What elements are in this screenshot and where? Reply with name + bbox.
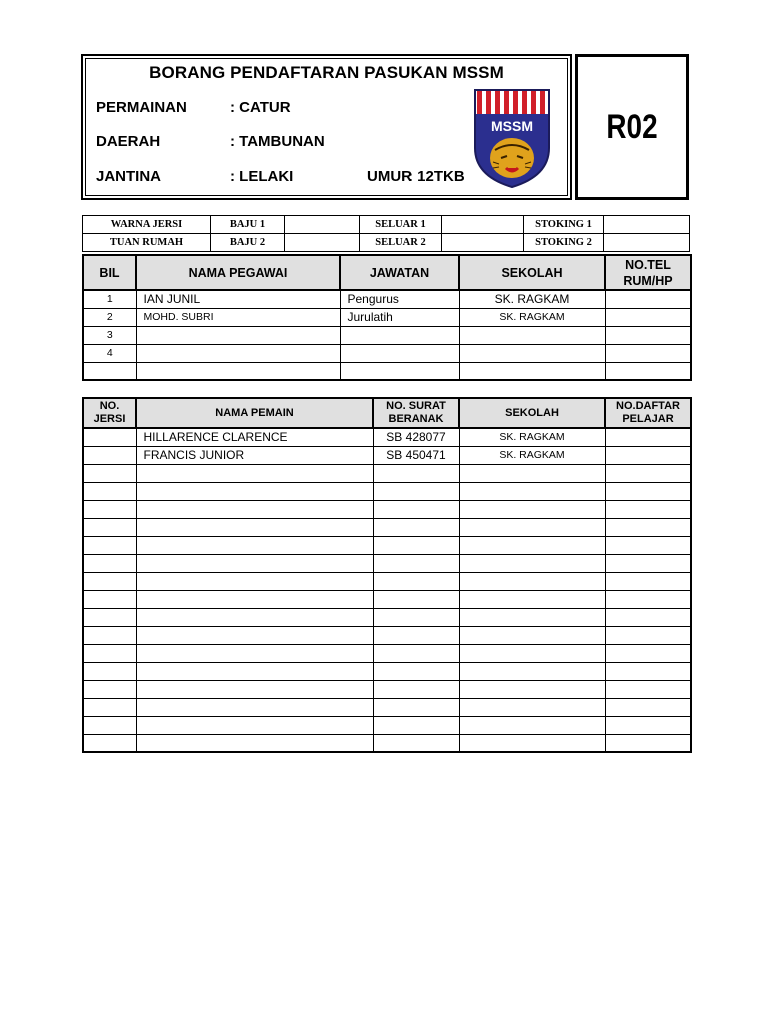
table-row [83, 572, 691, 590]
jersey-row [83, 234, 690, 252]
no-jersi-cell[interactable] [83, 518, 136, 536]
sekolah-cell[interactable] [459, 734, 605, 752]
table-row [83, 446, 691, 464]
sekolah-cell[interactable] [459, 608, 605, 626]
no-daftar-pelajar-cell[interactable] [605, 662, 691, 680]
sekolah-cell[interactable] [459, 464, 605, 482]
form-code: R02 [606, 108, 658, 146]
no-daftar-pelajar-cell[interactable] [605, 698, 691, 716]
sekolah-cell[interactable] [459, 626, 605, 644]
permainan-label: PERMAINAN [96, 99, 187, 116]
sekolah-cell[interactable] [459, 680, 605, 698]
table-row [83, 644, 691, 662]
jawatan-cell[interactable] [340, 362, 459, 380]
no-surat-beranak-cell[interactable] [373, 608, 459, 626]
no-jersi-cell[interactable] [83, 734, 136, 752]
jawatan-cell[interactable] [340, 326, 459, 344]
nama-pegawai-cell[interactable] [136, 362, 340, 380]
nama-pemain-cell[interactable] [136, 626, 373, 644]
table-row [83, 734, 691, 752]
jersey-input-cell[interactable] [285, 234, 360, 252]
jersey-cell: SELUAR 1 [360, 216, 442, 234]
sekolah-cell[interactable] [459, 716, 605, 734]
no-jersi-cell[interactable] [83, 446, 136, 464]
table-row [83, 662, 691, 680]
jersey-input-cell[interactable] [442, 216, 524, 234]
no-surat-beranak-cell[interactable] [373, 662, 459, 680]
sekolah-cell[interactable] [459, 482, 605, 500]
no-daftar-pelajar-cell[interactable] [605, 626, 691, 644]
sekolah-cell[interactable] [459, 518, 605, 536]
no-daftar-pelajar-cell[interactable] [605, 446, 691, 464]
col-header-no-jersi: NO. JERSI [83, 398, 136, 428]
jawatan-cell[interactable]: Jurulatih [340, 308, 459, 326]
no-jersi-cell[interactable] [83, 536, 136, 554]
jersey-input-cell[interactable] [604, 234, 690, 252]
nama-pegawai-cell[interactable]: IAN JUNIL [136, 290, 340, 308]
players-table [82, 397, 692, 753]
players-header-row [83, 398, 691, 428]
nama-pemain-cell[interactable] [136, 554, 373, 572]
jersey-cell: BAJU 1 [211, 216, 285, 234]
no-surat-beranak-cell[interactable] [373, 644, 459, 662]
col-header-no-daftar-pelajar: NO.DAFTAR PELAJAR [605, 398, 691, 428]
col-header-sekolah: SEKOLAH [459, 398, 605, 428]
no-surat-beranak-cell[interactable] [373, 572, 459, 590]
no-surat-beranak-cell[interactable] [373, 734, 459, 752]
jersey-row [83, 216, 690, 234]
sekolah-cell[interactable] [459, 362, 605, 380]
table-row [83, 500, 691, 518]
no-jersi-cell[interactable] [83, 590, 136, 608]
sekolah-cell[interactable] [459, 500, 605, 518]
no-jersi-cell[interactable] [83, 662, 136, 680]
no-jersi-cell[interactable] [83, 644, 136, 662]
umur-value: : 12TKB [408, 168, 465, 185]
no-daftar-pelajar-cell[interactable] [605, 734, 691, 752]
no-surat-beranak-cell[interactable] [373, 482, 459, 500]
nama-pegawai-cell[interactable] [136, 344, 340, 362]
nama-pemain-cell[interactable]: HILLARENCE CLARENCE [136, 428, 373, 446]
no-surat-beranak-cell[interactable] [373, 500, 459, 518]
table-row [83, 554, 691, 572]
no-jersi-cell[interactable] [83, 716, 136, 734]
col-header-bil: BIL [83, 255, 136, 290]
umur-label: UMUR [367, 168, 412, 185]
nama-pemain-cell[interactable] [136, 716, 373, 734]
bil-cell[interactable] [83, 362, 136, 380]
nama-pemain-cell[interactable] [136, 734, 373, 752]
no-surat-beranak-cell[interactable]: SB 450471 [373, 446, 459, 464]
nama-pemain-cell[interactable] [136, 518, 373, 536]
no-jersi-cell[interactable] [83, 680, 136, 698]
no-jersi-cell[interactable] [83, 482, 136, 500]
no-tel-cell[interactable] [605, 344, 691, 362]
table-row [83, 308, 691, 326]
no-surat-beranak-cell[interactable] [373, 464, 459, 482]
nama-pegawai-cell[interactable] [136, 326, 340, 344]
jantina-label: JANTINA [96, 168, 162, 185]
permainan-value: : CATUR [230, 99, 291, 116]
no-surat-beranak-cell[interactable] [373, 518, 459, 536]
sekolah-cell[interactable] [459, 554, 605, 572]
table-row [83, 362, 691, 380]
no-daftar-pelajar-cell[interactable] [605, 500, 691, 518]
no-jersi-cell[interactable] [83, 428, 136, 446]
no-daftar-pelajar-cell[interactable] [605, 608, 691, 626]
nama-pemain-cell[interactable]: FRANCIS JUNIOR [136, 446, 373, 464]
bil-cell[interactable]: 3 [83, 326, 136, 344]
sekolah-cell[interactable]: SK. RAGKAM [459, 290, 605, 308]
daerah-value: : TAMBUNAN [230, 133, 325, 150]
table-row [83, 464, 691, 482]
sekolah-cell[interactable] [459, 644, 605, 662]
no-surat-beranak-cell[interactable] [373, 680, 459, 698]
nama-pemain-cell[interactable] [136, 500, 373, 518]
no-surat-beranak-cell[interactable] [373, 536, 459, 554]
table-row [83, 590, 691, 608]
sekolah-cell[interactable]: SK. RAGKAM [459, 428, 605, 446]
no-surat-beranak-cell[interactable] [373, 590, 459, 608]
no-jersi-cell[interactable] [83, 500, 136, 518]
no-surat-beranak-cell[interactable] [373, 626, 459, 644]
no-daftar-pelajar-cell[interactable] [605, 590, 691, 608]
officials-table [82, 254, 692, 381]
jersey-input-cell[interactable] [442, 234, 524, 252]
table-row [83, 536, 691, 554]
nama-pemain-cell[interactable] [136, 482, 373, 500]
officials-header-row [83, 255, 691, 290]
no-daftar-pelajar-cell[interactable] [605, 554, 691, 572]
table-row [83, 716, 691, 734]
sekolah-cell[interactable] [459, 572, 605, 590]
bil-cell[interactable]: 1 [83, 290, 136, 308]
jantina-value: : LELAKI [230, 168, 294, 185]
nama-pemain-cell[interactable] [136, 608, 373, 626]
col-header-sekolah: SEKOLAH [459, 255, 605, 290]
sekolah-cell[interactable] [459, 698, 605, 716]
bil-cell[interactable]: 4 [83, 344, 136, 362]
no-jersi-cell[interactable] [83, 572, 136, 590]
col-header-nama-pegawai: NAMA PEGAWAI [136, 255, 340, 290]
nama-pemain-cell[interactable] [136, 572, 373, 590]
nama-pegawai-cell[interactable]: MOHD. SUBRI [136, 308, 340, 326]
table-row [83, 482, 691, 500]
logo-text: MSSM [491, 118, 533, 134]
jawatan-cell[interactable] [340, 344, 459, 362]
form-title: BORANG PENDAFTARAN PASUKAN MSSM [149, 63, 504, 82]
nama-pemain-cell[interactable] [136, 680, 373, 698]
nama-pemain-cell[interactable] [136, 662, 373, 680]
col-header-jawatan: JAWATAN [340, 255, 459, 290]
jawatan-cell[interactable]: Pengurus [340, 290, 459, 308]
jersey-cell: BAJU 2 [211, 234, 285, 252]
no-daftar-pelajar-cell[interactable] [605, 518, 691, 536]
no-surat-beranak-cell[interactable] [373, 716, 459, 734]
no-jersi-cell[interactable] [83, 464, 136, 482]
no-tel-cell[interactable] [605, 326, 691, 344]
nama-pemain-cell[interactable] [136, 536, 373, 554]
table-row [83, 518, 691, 536]
no-surat-beranak-cell[interactable] [373, 698, 459, 716]
jersey-cell: SELUAR 2 [360, 234, 442, 252]
bil-cell[interactable]: 2 [83, 308, 136, 326]
jersey-cell: STOKING 1 [524, 216, 604, 234]
table-row [83, 428, 691, 446]
nama-pemain-cell[interactable] [136, 698, 373, 716]
sekolah-cell[interactable]: SK. RAGKAM [459, 446, 605, 464]
no-jersi-cell[interactable] [83, 554, 136, 572]
col-header-no-tel: NO.TEL RUM/HP [605, 255, 691, 290]
no-tel-cell[interactable] [605, 362, 691, 380]
nama-pemain-cell[interactable] [136, 590, 373, 608]
table-row [83, 326, 691, 344]
no-daftar-pelajar-cell[interactable] [605, 536, 691, 554]
no-surat-beranak-cell[interactable] [373, 554, 459, 572]
no-jersi-cell[interactable] [83, 626, 136, 644]
col-header-no-surat-beranak: NO. SURAT BERANAK [373, 398, 459, 428]
sekolah-cell[interactable] [459, 326, 605, 344]
no-tel-cell[interactable] [605, 308, 691, 326]
jersey-cell: WARNA JERSI [83, 216, 211, 234]
sekolah-cell[interactable] [459, 344, 605, 362]
nama-pemain-cell[interactable] [136, 644, 373, 662]
table-row [83, 344, 691, 362]
no-daftar-pelajar-cell[interactable] [605, 680, 691, 698]
table-row [83, 626, 691, 644]
nama-pemain-cell[interactable] [136, 464, 373, 482]
sekolah-cell[interactable] [459, 662, 605, 680]
jersey-table [82, 215, 690, 252]
table-row [83, 680, 691, 698]
sekolah-cell[interactable]: SK. RAGKAM [459, 308, 605, 326]
no-daftar-pelajar-cell[interactable] [605, 482, 691, 500]
no-daftar-pelajar-cell[interactable] [605, 716, 691, 734]
jersey-cell: TUAN RUMAH [83, 234, 211, 252]
no-daftar-pelajar-cell[interactable] [605, 428, 691, 446]
jersey-cell: STOKING 2 [524, 234, 604, 252]
no-daftar-pelajar-cell[interactable] [605, 572, 691, 590]
jersey-input-cell[interactable] [604, 216, 690, 234]
no-surat-beranak-cell[interactable]: SB 428077 [373, 428, 459, 446]
no-jersi-cell[interactable] [83, 698, 136, 716]
no-daftar-pelajar-cell[interactable] [605, 644, 691, 662]
col-header-nama-pemain: NAMA PEMAIN [136, 398, 373, 428]
no-daftar-pelajar-cell[interactable] [605, 464, 691, 482]
table-row [83, 608, 691, 626]
mssm-logo-icon [473, 88, 551, 189]
sekolah-cell[interactable] [459, 590, 605, 608]
jersey-input-cell[interactable] [285, 216, 360, 234]
sekolah-cell[interactable] [459, 536, 605, 554]
no-jersi-cell[interactable] [83, 608, 136, 626]
table-row [83, 698, 691, 716]
table-row [83, 290, 691, 308]
no-tel-cell[interactable] [605, 290, 691, 308]
daerah-label: DAERAH [96, 133, 161, 150]
